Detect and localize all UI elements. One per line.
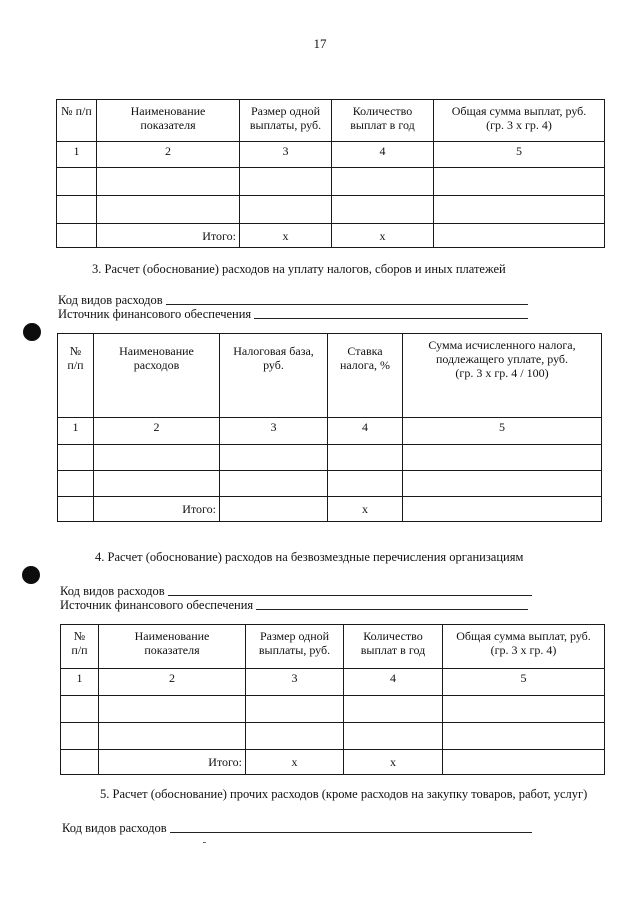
column-number: 1 bbox=[57, 142, 97, 168]
column-header: Ставка налога, % bbox=[328, 334, 403, 418]
empty-cell bbox=[220, 497, 328, 522]
code-field-label: Код видов расходов bbox=[62, 821, 167, 835]
empty-cell bbox=[57, 196, 97, 224]
column-header: № п/п bbox=[61, 625, 99, 669]
empty-cell bbox=[240, 168, 332, 196]
empty-cell bbox=[434, 196, 605, 224]
column-header: Общая сумма выплат, руб. (гр. 3 х гр. 4) bbox=[434, 100, 605, 142]
column-number: 5 bbox=[443, 669, 605, 696]
empty-cell bbox=[94, 445, 220, 471]
column-number: 4 bbox=[328, 418, 403, 445]
source-fill-line[interactable] bbox=[256, 609, 528, 610]
code-fill-line[interactable] bbox=[166, 304, 528, 305]
empty-row bbox=[58, 471, 602, 497]
empty-cell bbox=[403, 445, 602, 471]
empty-row bbox=[58, 445, 602, 471]
section-3-heading: 3. Расчет (обоснование) расходов на уплату налогов, сборов и иных платежей bbox=[92, 262, 506, 276]
empty-cell bbox=[434, 168, 605, 196]
empty-cell bbox=[344, 723, 443, 750]
column-number: 4 bbox=[332, 142, 434, 168]
source-field-label: Источник финансового обеспечения bbox=[60, 598, 254, 612]
empty-cell bbox=[403, 471, 602, 497]
total-row bbox=[61, 750, 605, 775]
empty-cell bbox=[97, 196, 240, 224]
column-number: 5 bbox=[434, 142, 605, 168]
column-numbering-row bbox=[57, 142, 605, 168]
total-x-mark: х bbox=[328, 497, 403, 522]
source-fill-line[interactable] bbox=[254, 318, 528, 319]
total-x-mark: х bbox=[246, 750, 344, 775]
table-header-row bbox=[58, 334, 602, 418]
empty-cell bbox=[434, 224, 605, 248]
source-field-label: Источник финансового обеспечения bbox=[58, 307, 252, 321]
column-header: Размер одной выплаты, руб. bbox=[246, 625, 344, 669]
table-header-row bbox=[57, 100, 605, 142]
transfers-table bbox=[60, 624, 605, 775]
column-header: Наименование расходов bbox=[94, 334, 220, 418]
total-x-mark: х bbox=[240, 224, 332, 248]
empty-cell bbox=[443, 750, 605, 775]
empty-cell bbox=[94, 471, 220, 497]
empty-cell bbox=[344, 696, 443, 723]
code-field-label: Код видов расходов bbox=[60, 584, 165, 598]
empty-cell bbox=[61, 696, 99, 723]
column-header: Количество выплат в год bbox=[332, 100, 434, 142]
column-numbering-row bbox=[58, 418, 602, 445]
source-field bbox=[60, 598, 528, 613]
empty-cell bbox=[61, 723, 99, 750]
empty-cell bbox=[220, 471, 328, 497]
column-number: 3 bbox=[220, 418, 328, 445]
column-number: 3 bbox=[246, 669, 344, 696]
total-label: Итого: bbox=[99, 750, 246, 775]
column-header: Общая сумма выплат, руб. (гр. 3 х гр. 4) bbox=[443, 625, 605, 669]
column-number: 4 bbox=[344, 669, 443, 696]
column-header: № п/п bbox=[57, 100, 97, 142]
empty-cell bbox=[99, 723, 246, 750]
column-header: Налоговая база, руб. bbox=[220, 334, 328, 418]
empty-cell bbox=[57, 168, 97, 196]
total-x-mark: х bbox=[332, 224, 434, 248]
payments-table-continued bbox=[56, 99, 605, 248]
section-5-heading: 5. Расчет (обоснование) прочих расходов (кроме расходов на закупку товаров, работ, услуг) bbox=[100, 787, 588, 801]
column-number: 3 bbox=[240, 142, 332, 168]
empty-cell bbox=[58, 445, 94, 471]
empty-row bbox=[57, 196, 605, 224]
total-row bbox=[57, 224, 605, 248]
source-field bbox=[58, 307, 528, 322]
code-field bbox=[60, 584, 532, 599]
table-header-row bbox=[61, 625, 605, 669]
empty-cell bbox=[332, 168, 434, 196]
column-number: 1 bbox=[61, 669, 99, 696]
binder-hole bbox=[23, 323, 41, 341]
column-number: 2 bbox=[97, 142, 240, 168]
empty-row bbox=[57, 168, 605, 196]
taxes-table bbox=[57, 333, 602, 522]
total-label: Итого: bbox=[94, 497, 220, 522]
empty-cell bbox=[332, 196, 434, 224]
column-header: Сумма исчисленного налога, подлежащего уплате, руб. (гр. 3 х гр. 4 / 100) bbox=[403, 334, 602, 418]
column-header: Наименование показателя bbox=[99, 625, 246, 669]
empty-row bbox=[61, 723, 605, 750]
empty-cell bbox=[328, 471, 403, 497]
total-label: Итого: bbox=[97, 224, 240, 248]
empty-cell bbox=[246, 696, 344, 723]
empty-cell bbox=[57, 224, 97, 248]
code-field-label: Код видов расходов bbox=[58, 293, 163, 307]
column-header: № п/п bbox=[58, 334, 94, 418]
empty-cell bbox=[97, 168, 240, 196]
total-row bbox=[58, 497, 602, 522]
total-x-mark: х bbox=[344, 750, 443, 775]
column-number: 1 bbox=[58, 418, 94, 445]
column-header: Размер одной выплаты, руб. bbox=[240, 100, 332, 142]
column-number: 2 bbox=[99, 669, 246, 696]
scan-mark bbox=[203, 842, 206, 843]
code-field bbox=[62, 821, 532, 836]
section-4-heading: 4. Расчет (обоснование) расходов на безвозмездные перечисления организациям bbox=[95, 550, 524, 564]
empty-cell bbox=[61, 750, 99, 775]
empty-cell bbox=[240, 196, 332, 224]
empty-cell bbox=[99, 696, 246, 723]
empty-cell bbox=[58, 471, 94, 497]
empty-cell bbox=[443, 696, 605, 723]
column-numbering-row bbox=[61, 669, 605, 696]
empty-cell bbox=[443, 723, 605, 750]
empty-cell bbox=[328, 445, 403, 471]
empty-cell bbox=[246, 723, 344, 750]
page-number: 17 bbox=[313, 36, 327, 51]
code-field bbox=[58, 293, 528, 308]
column-number: 5 bbox=[403, 418, 602, 445]
binder-hole bbox=[22, 566, 40, 584]
empty-cell bbox=[58, 497, 94, 522]
column-header: Количество выплат в год bbox=[344, 625, 443, 669]
empty-row bbox=[61, 696, 605, 723]
column-number: 2 bbox=[94, 418, 220, 445]
empty-cell bbox=[220, 445, 328, 471]
code-fill-line[interactable] bbox=[168, 595, 532, 596]
empty-cell bbox=[403, 497, 602, 522]
column-header: Наименование показателя bbox=[97, 100, 240, 142]
code-fill-line[interactable] bbox=[170, 832, 532, 833]
